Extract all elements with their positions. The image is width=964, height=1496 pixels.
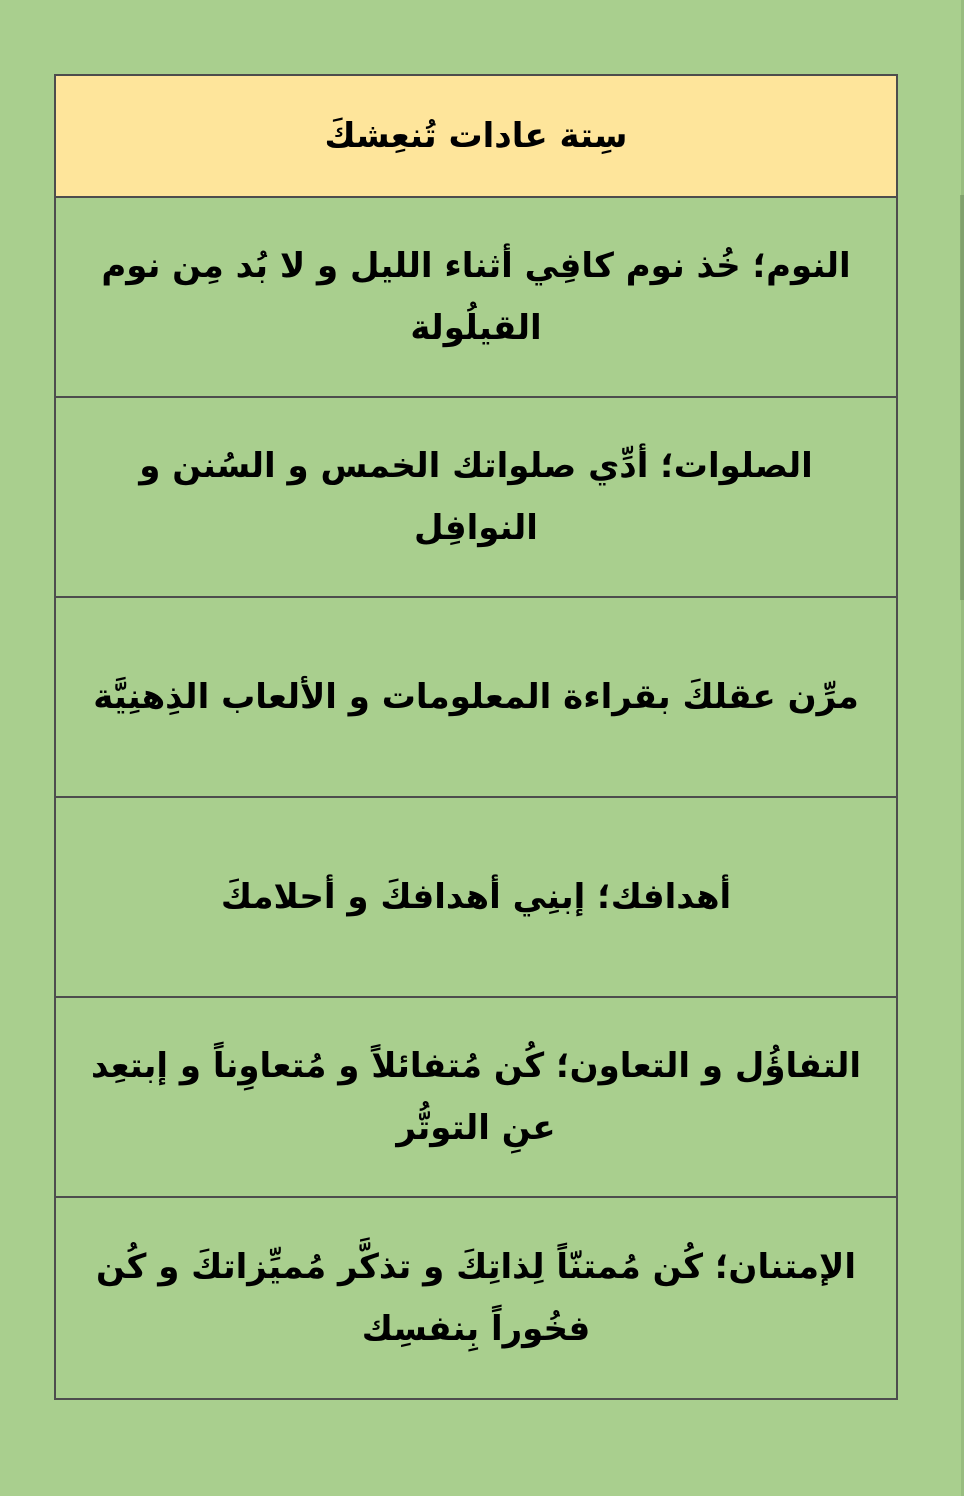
habit-row-prayers: الصلوات؛ أدِّي صلواتك الخمس و السُنن و النوافِل	[56, 398, 896, 598]
table-header: سِتة عادات تُنعِشكَ	[56, 76, 896, 198]
habit-row-gratitude: الإمتنان؛ كُن مُمتنّاً لِذاتِكَ و تذكَّر مُميِّزاتكَ و كُن فخُوراً بِنفسِك	[56, 1198, 896, 1398]
scroll-indicator	[960, 195, 964, 600]
habit-row-optimism-cooperation: التفاؤُل و التعاون؛ كُن مُتفائلاً و مُتعاوِناً و إبتعِد عنِ التوتُّر	[56, 998, 896, 1198]
habit-row-goals: أهدافك؛ إبنِي أهدافكَ و أحلامكَ	[56, 798, 896, 998]
habits-table	[54, 74, 898, 1400]
habit-row-mind-training: مرِّن عقلكَ بقراءة المعلومات و الألعاب الذِهنِيَّة	[56, 598, 896, 798]
habit-row-sleep: النوم؛ خُذ نوم كافِي أثناء الليل و لا بُد مِن نوم القيلُولة	[56, 198, 896, 398]
